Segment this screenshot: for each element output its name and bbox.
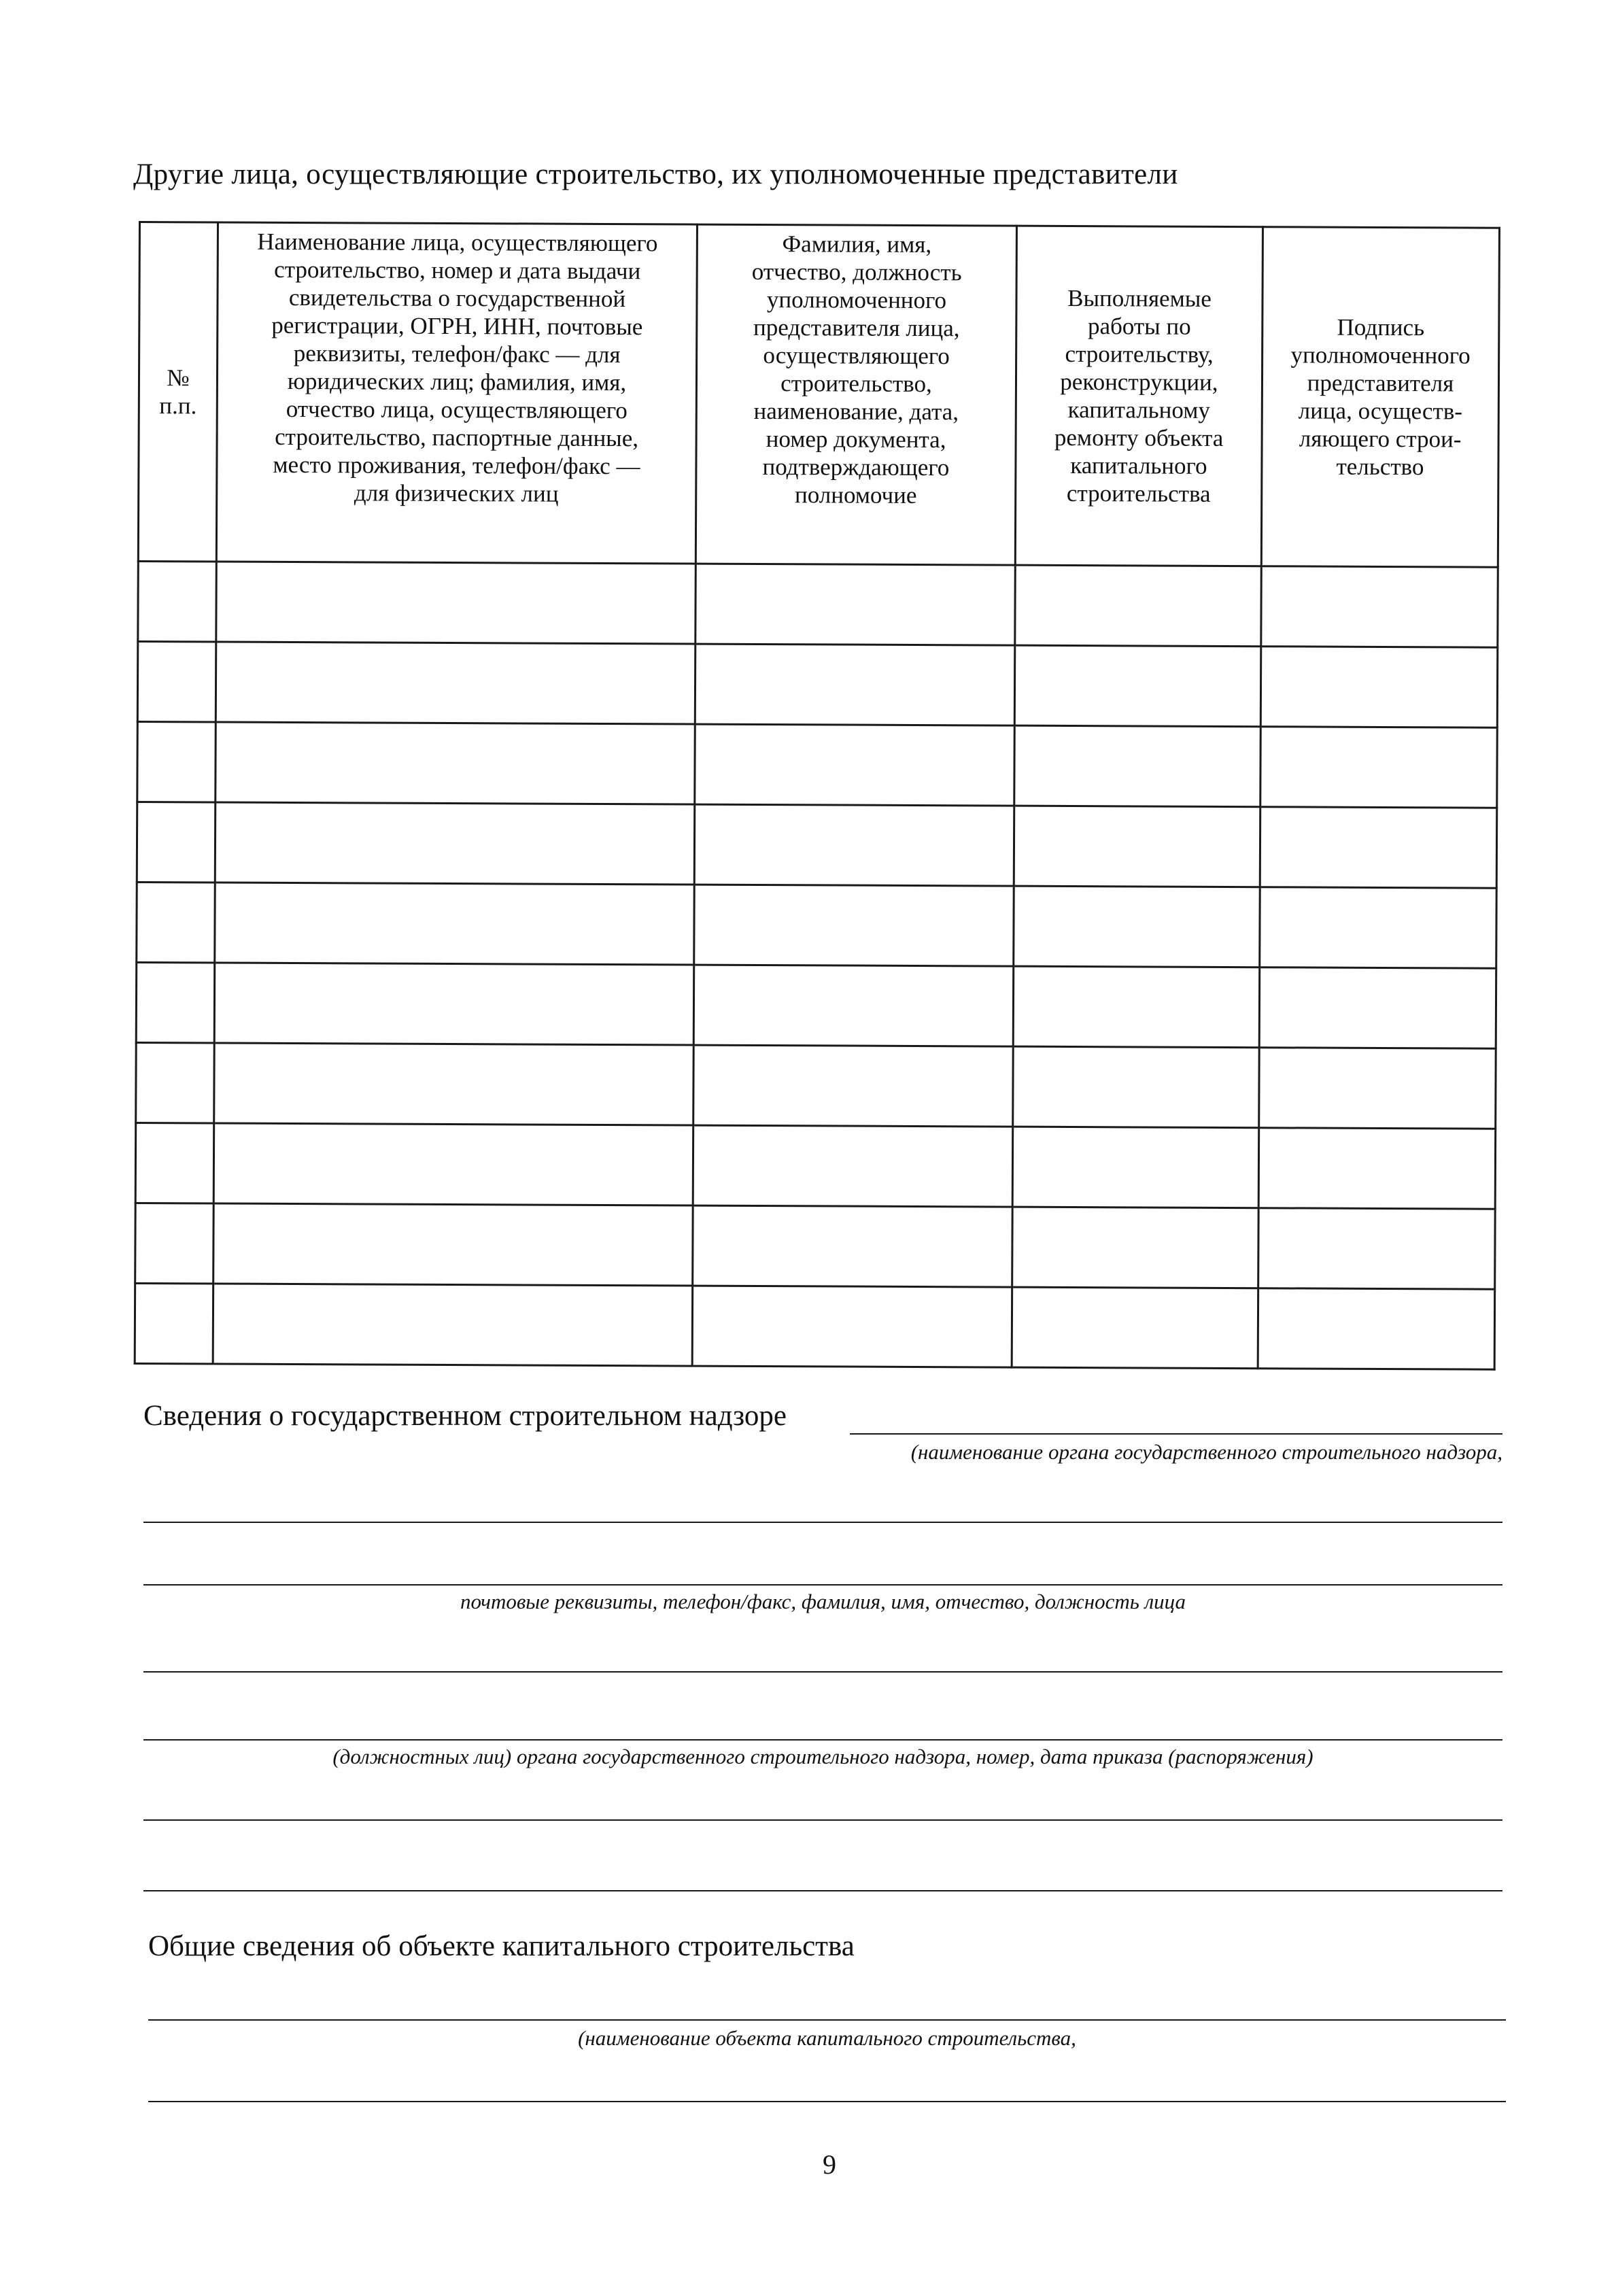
- table-cell[interactable]: [215, 802, 695, 885]
- table-cell[interactable]: [137, 802, 216, 883]
- supervision-note-3: (должностных лиц) органа государственного строительного надзора, номер, дата приказа (распоряжения): [332, 1745, 1313, 1768]
- object-fill-line[interactable]: [148, 2101, 1506, 2102]
- section-heading-other-persons: Другие лица, осуществляющие строительство, их уполномоченные представители: [133, 158, 1178, 190]
- supervision-fill-line[interactable]: [143, 1739, 1502, 1741]
- table-cell[interactable]: [693, 1125, 1013, 1207]
- supervision-note-2: почтовые реквизиты, телефон/факс, фамилия, имя, отчество, должность лица: [460, 1590, 1186, 1613]
- table-cell[interactable]: [1014, 725, 1261, 807]
- table-cell[interactable]: [692, 1286, 1012, 1367]
- table-cell[interactable]: [1012, 1287, 1258, 1369]
- table-cell[interactable]: [1013, 966, 1260, 1048]
- table-cell[interactable]: [135, 1283, 213, 1364]
- table-cell[interactable]: [693, 1205, 1013, 1287]
- table-cell[interactable]: [137, 642, 216, 723]
- table-row: [135, 1203, 1495, 1289]
- table-row: [137, 882, 1496, 968]
- object-title: Общие сведения об объекте капитального строительства: [148, 1930, 855, 1962]
- page-number: 9: [823, 2149, 836, 2180]
- table-cell[interactable]: [136, 1042, 215, 1123]
- table-cell[interactable]: [213, 1284, 693, 1366]
- object-note-1: (наименование объекта капитального строительства,: [578, 2026, 1076, 2050]
- table-header-row: [138, 222, 1499, 568]
- table-cell[interactable]: [1260, 727, 1498, 808]
- object-fill-line[interactable]: [148, 2019, 1506, 2021]
- table-cell[interactable]: [694, 885, 1014, 966]
- table-cell[interactable]: [137, 882, 216, 963]
- table-cell[interactable]: [695, 724, 1015, 806]
- header-number: № п.п.: [138, 222, 218, 562]
- table-row: [136, 962, 1496, 1048]
- table-cell[interactable]: [1258, 1288, 1495, 1370]
- table-cell[interactable]: [1012, 1127, 1259, 1208]
- table-cell[interactable]: [216, 642, 696, 724]
- table-cell[interactable]: [216, 722, 696, 804]
- table-cell[interactable]: [136, 962, 215, 1043]
- table-row: [138, 562, 1498, 648]
- table-cell[interactable]: [1013, 1046, 1260, 1128]
- supervision-fill-line[interactable]: [143, 1890, 1502, 1891]
- table-row: [137, 721, 1497, 808]
- table-cell[interactable]: [1259, 967, 1496, 1049]
- table-row: [137, 642, 1497, 728]
- table-cell[interactable]: [214, 963, 694, 1045]
- supervision-fill-line[interactable]: [143, 1671, 1502, 1673]
- table-cell[interactable]: [1014, 886, 1260, 967]
- table-row: [137, 802, 1496, 888]
- table-cell[interactable]: [1260, 887, 1497, 969]
- table-cell[interactable]: [1014, 645, 1261, 727]
- table-cell[interactable]: [214, 1043, 694, 1125]
- supervision-fill-line[interactable]: [143, 1522, 1502, 1523]
- table-cell[interactable]: [1258, 1128, 1496, 1210]
- supervision-title: Сведения о государственном строительном надзоре: [143, 1400, 787, 1432]
- table-cell[interactable]: [694, 804, 1014, 886]
- table-cell[interactable]: [695, 644, 1015, 725]
- table-cell[interactable]: [1014, 806, 1260, 887]
- table-cell[interactable]: [216, 562, 696, 644]
- table-row: [136, 1042, 1496, 1129]
- table-cell[interactable]: [135, 1203, 214, 1284]
- table-cell[interactable]: [1012, 1207, 1259, 1288]
- table-cell[interactable]: [135, 1123, 214, 1203]
- table-cell[interactable]: [213, 1123, 693, 1205]
- supervision-note-1: (наименование органа государственного строительного надзора,: [910, 1440, 1502, 1464]
- table-cell[interactable]: [693, 965, 1014, 1046]
- header-signature: Подпись уполномоченного представителя лица, осуществ- ляющего строи- тельство: [1261, 227, 1499, 568]
- table-cell[interactable]: [1260, 807, 1497, 889]
- table-cell[interactable]: [1259, 1048, 1496, 1129]
- header-works: Выполняемые работы по строительству, реконструкции, капитальному ремонту объекта капитального строительства: [1015, 226, 1263, 566]
- header-person-name: Наименование лица, осуществляющего строительство, номер и дата выдачи свидетельства о государственной регистрации, ОГРН, ИНН, почтовые реквизиты, телефон/факс — для юридических лиц; фамилия, имя, отчество лица, осуществляющего строительство, паспортные данные, место проживания, телефон/факс — для физических лиц: [216, 222, 697, 564]
- table-cell[interactable]: [1260, 647, 1498, 728]
- table-cell[interactable]: [215, 883, 695, 965]
- table-cell[interactable]: [137, 721, 216, 802]
- table-cell[interactable]: [1015, 565, 1262, 647]
- table-cell[interactable]: [696, 564, 1016, 645]
- table-cell[interactable]: [1258, 1208, 1496, 1290]
- table-cell[interactable]: [1261, 566, 1498, 648]
- table-row: [135, 1123, 1495, 1209]
- representatives-table: [134, 221, 1500, 1371]
- supervision-fill-line[interactable]: [850, 1433, 1502, 1435]
- table-cell[interactable]: [693, 1045, 1014, 1127]
- table-cell[interactable]: [138, 562, 217, 642]
- supervision-fill-line[interactable]: [143, 1819, 1502, 1821]
- supervision-fill-line[interactable]: [143, 1584, 1502, 1586]
- table-cell[interactable]: [213, 1203, 693, 1286]
- header-representative: Фамилия, имя, отчество, должность уполномоченного представителя лица, осуществляющего строительство, наименование, дата, номер документа, подтверждающего полномочие: [696, 224, 1016, 565]
- table-row: [135, 1283, 1494, 1369]
